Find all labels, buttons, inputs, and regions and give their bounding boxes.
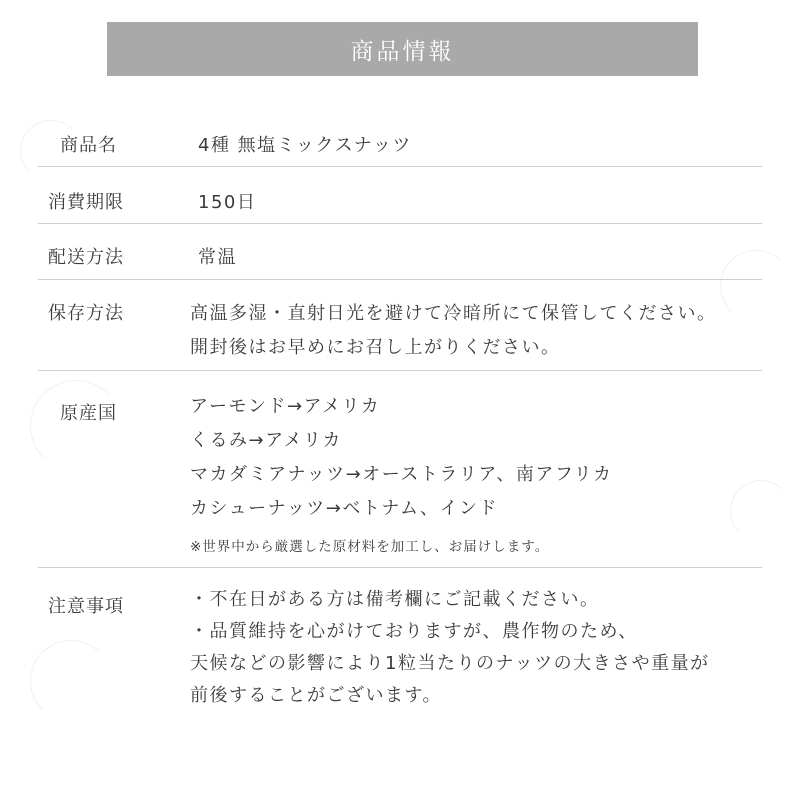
row-value-line: アーモンド→アメリカ [190,396,381,417]
row-label: 保存方法 [48,303,124,324]
table-row-delivery [38,224,762,280]
row-value-line: ・品質維持を心がけておりますが、農作物のため、 [190,621,638,642]
row-value-line: ・不在日がある方は備考欄にご記載ください。 [190,589,600,610]
row-value [198,131,412,157]
row-label: 商品名 [60,135,117,156]
row-value-line: 天候などの影響により1粒当たりのナッツの大きさや重量が [190,653,710,674]
row-value [190,390,612,564]
row-value-line: 高温多湿・直射日光を避けて冷暗所にて保管してください。 [190,303,717,324]
row-value-line: くるみ→アメリカ [190,430,342,451]
row-label: 消費期限 [48,192,124,213]
row-value-line: マカダミアナッツ→オーストラリア、南アフリカ [190,464,613,485]
row-label: 原産国 [60,403,117,424]
row-value-line: 常温 [198,247,237,268]
product-info-table [38,112,762,728]
table-row-notes [38,568,762,728]
row-value-line: カシューナッツ→ベトナム、インド [190,498,499,519]
table-row-origin [38,371,762,568]
row-value-line: 前後することがございます。 [190,685,443,706]
row-label: 配送方法 [48,247,124,268]
row-value [198,243,237,269]
row-value [190,297,717,365]
row-value-line: 開封後はお早めにお召し上がりください。 [190,337,561,358]
row-value [190,584,710,712]
row-value-line: 4種 無塩ミックスナッツ [198,135,412,156]
row-value-line: 150日 [198,192,257,213]
table-row-expiry [38,167,762,224]
table-row-storage [38,280,762,371]
page-title: 商品情報 [350,38,455,65]
table-row-product-name [38,112,762,167]
origin-note: ※世界中から厳選した原材料を加工し、お届けします。 [190,539,550,555]
row-label: 注意事項 [48,596,124,617]
row-value [198,188,256,214]
section-header [107,22,698,76]
